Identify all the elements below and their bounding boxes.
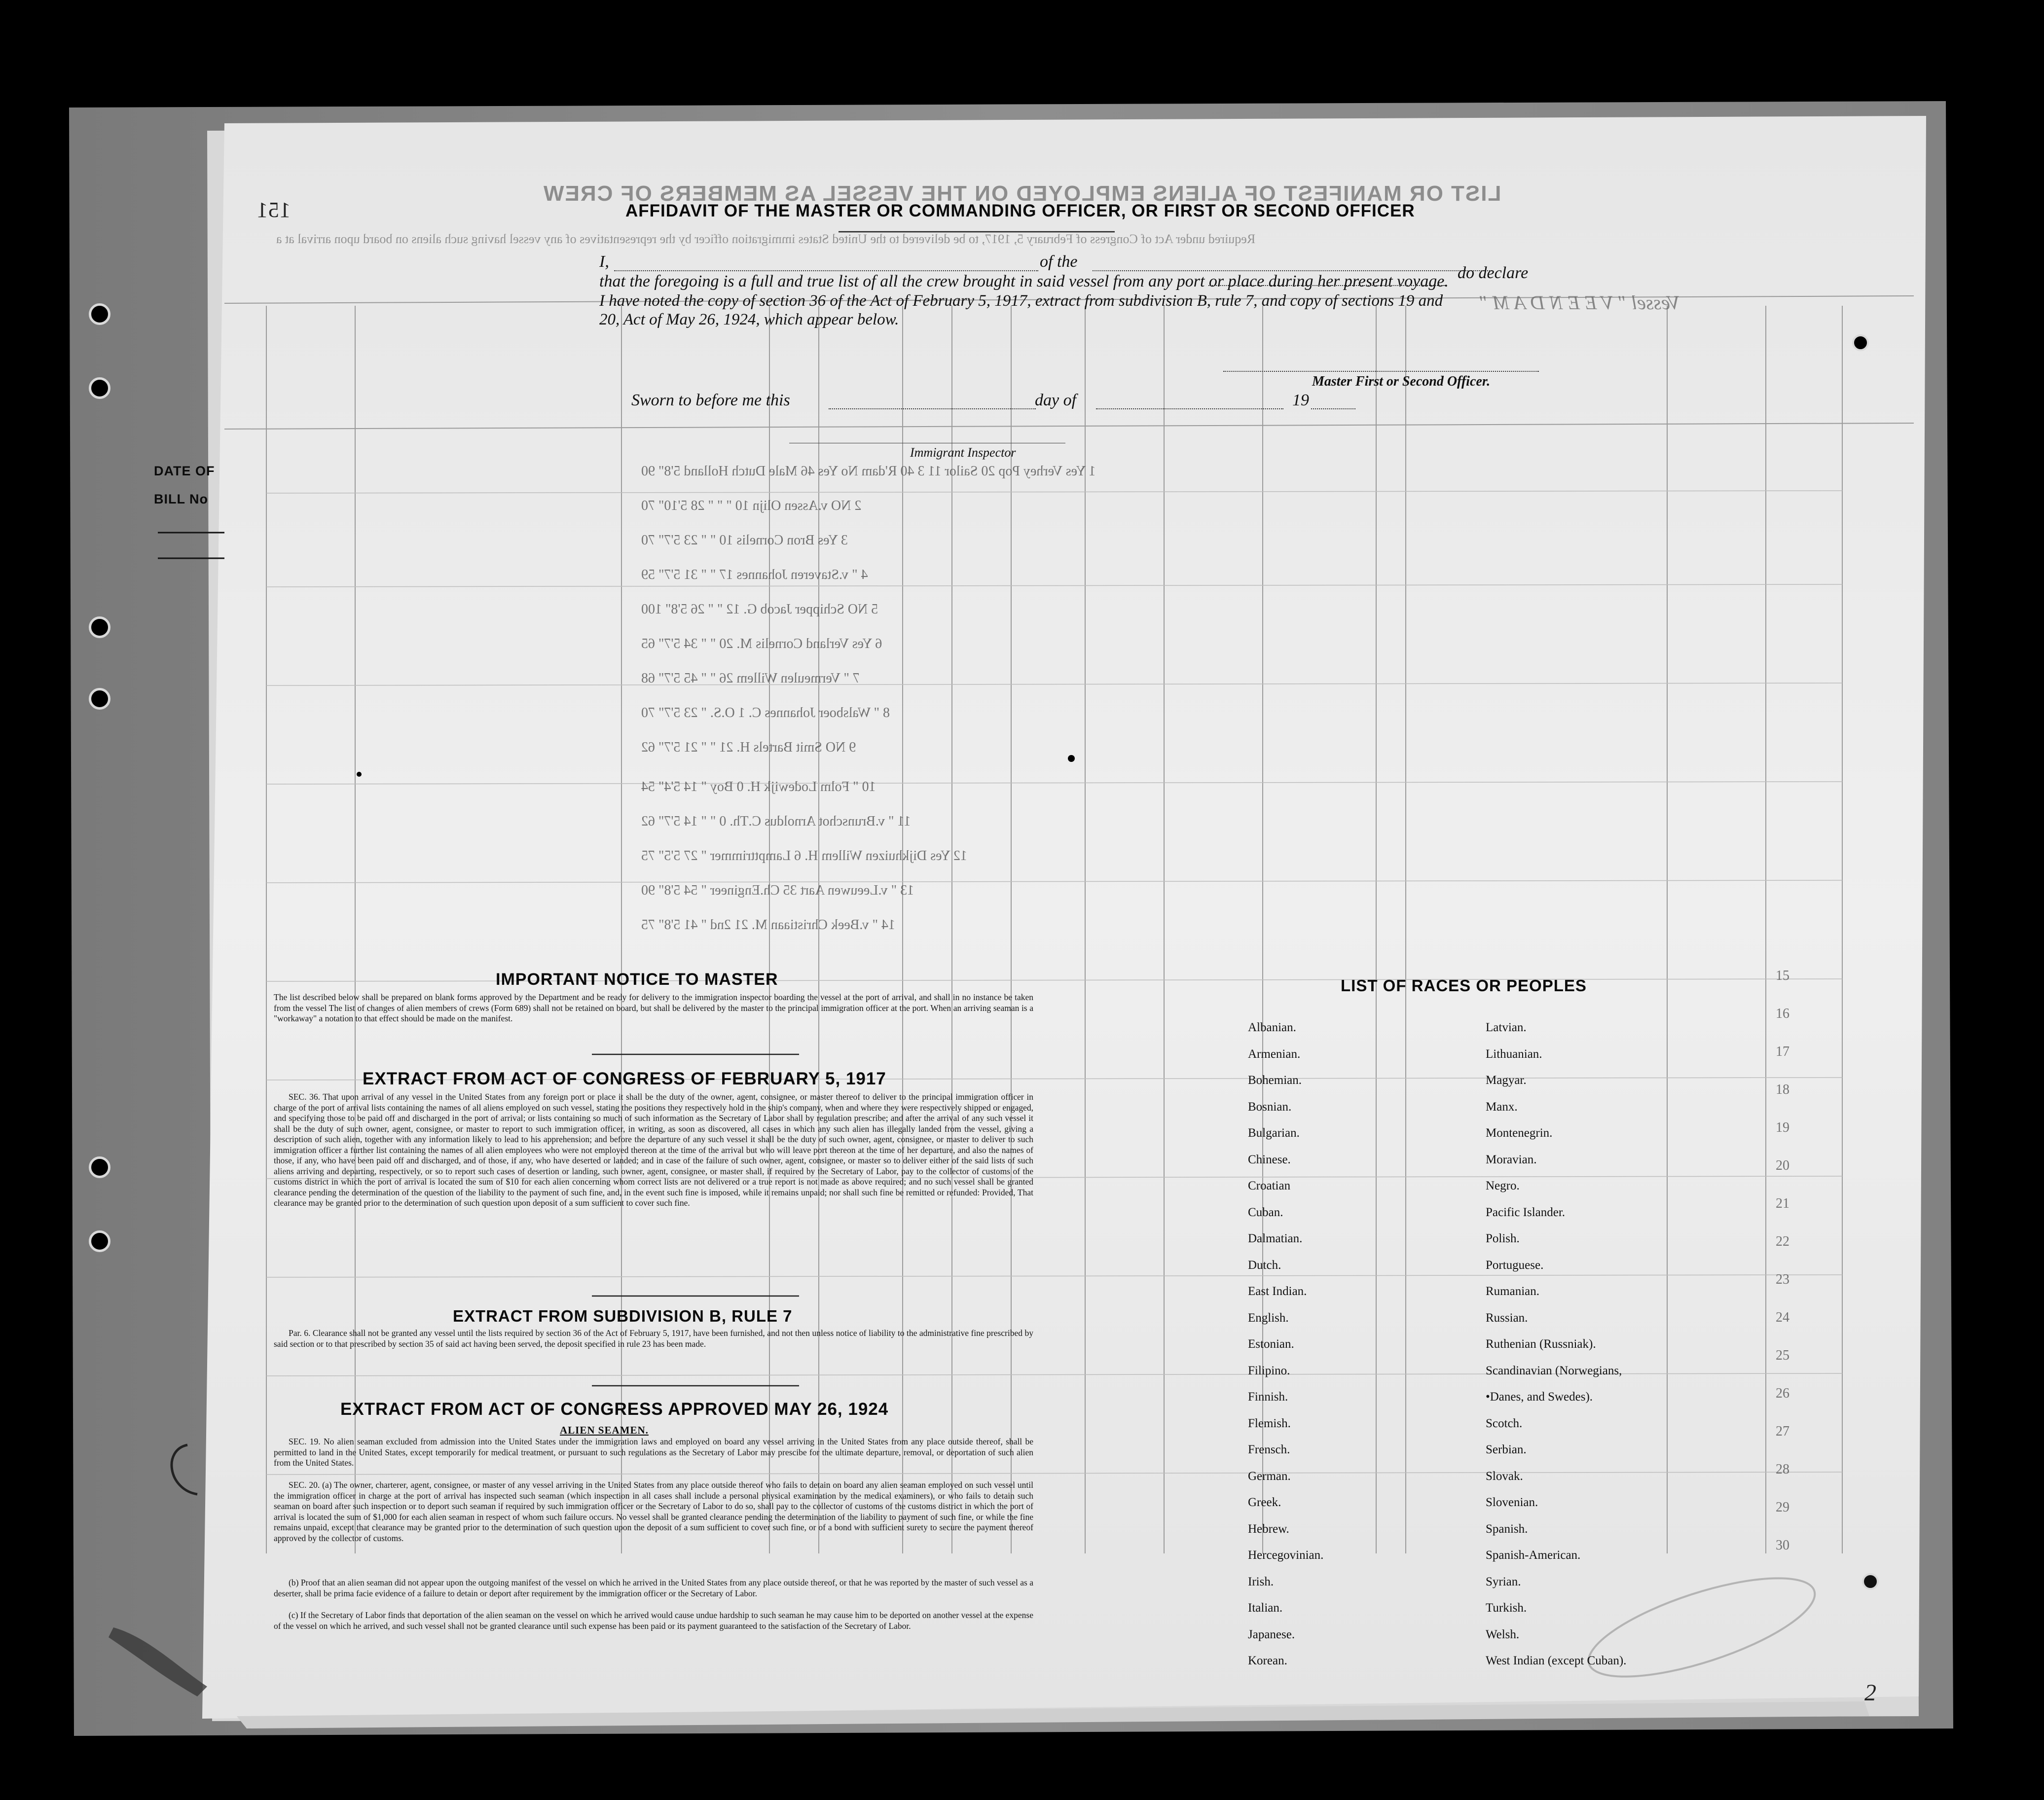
ghost-vessel: Vessel " V E E N D A M " <box>1480 291 1680 314</box>
page-number: 151 <box>256 198 291 222</box>
race-item: Bohemian. <box>1248 1074 1302 1087</box>
margin-bill-no: BILL No <box>154 492 208 506</box>
sworn-month-blank[interactable] <box>1096 408 1283 409</box>
ghost-header-required: Required under Act of Congress of February 5, 1917, to be delivered to the United States immigration officer by the representatives of any vessel having such aliens on board upon arrival at a <box>276 232 1256 246</box>
races-title: LIST OF RACES OR PEOPLES <box>1341 976 1587 995</box>
ghost-row-3: 3 Yes Bron Cornelis 10 " " 23 5'7" 70 <box>641 533 848 548</box>
ghost-row-10: 10 " Folm Lodewijk H. 0 Boy " 14 5'4" 54 <box>641 779 876 794</box>
extract-1924-sec20c: (c) If the Secretary of Labor finds that deportation of the alien seaman on the vessel on which he arrived would cause undue hardship to such seaman he may cause him to be deported on another vessel at the expense of the vessel on which he arrived, and such vessel shall not be granted clearance until such expense has been paid or its payment guaranteed to the satisfaction of the Secretary of Labor. <box>274 1610 1033 1631</box>
affidavit-line4: 20, Act of May 26, 1924, which appear below. <box>599 311 899 328</box>
ghost-row-8: 8 " Walsboer Johannes C. 1 O.S. " 23 5'7" 70 <box>641 705 890 720</box>
race-item: Filipino. <box>1248 1364 1290 1377</box>
race-item: Albanian. <box>1248 1021 1296 1034</box>
affidavit-title: AFFIDAVIT OF THE MASTER OR COMMANDING OFFICER, OR FIRST OR SECOND OFFICER <box>625 201 1415 220</box>
race-item: Montenegrin. <box>1486 1126 1553 1140</box>
margin-date-of: DATE OF <box>154 464 215 478</box>
affidavit-signature-blank[interactable] <box>1223 371 1539 372</box>
race-item: Finnish. <box>1248 1390 1288 1404</box>
race-item: Magyar. <box>1486 1074 1527 1087</box>
race-item: •Danes, and Swedes). <box>1486 1390 1593 1404</box>
race-item: Slovak. <box>1486 1469 1523 1483</box>
ghost-row-11: 11 " v.Brunschot Arnoldus C.Th. 0 " " 14 5'7" 62 <box>641 814 911 829</box>
race-item: Spanish. <box>1486 1522 1528 1536</box>
affidavit-line2: that the foregoing is a full and true list of all the crew brought in said vessel from any port or place during her present voyage. <box>599 272 1449 290</box>
race-item: Dalmatian. <box>1248 1232 1303 1245</box>
extract-1924-sec20a: SEC. 20. (a) The owner, charterer, agent, consignee, or master of any vessel arriving in the United States from any place outside thereof who fails to detain on board any alien seaman employed on such vessel until the immigration officer in charge at the port of arrival has inspected such seaman (which inspection in all cases shall include a personal physical examination by the medical examiners), or who fails to detain such seaman on board after such inspection or to deport such seaman if required by such immigration officer or the Secretary of Labor to do so, shall pay to the collector of customs of the customs district in which the port of arrival is located the sum of $1,000 for each alien seaman in respect of whom such failure occurs. No vessel shall be granted clearance pending the determination of the liability to payment of such fine, or while the fine remains unpaid, except that clearance may be granted prior to the determination of such question upon the deposit of a sum sufficient to cover such fine, or of a bond with sufficient surety to secure the payment thereof approved by the collector of customs. <box>274 1480 1033 1543</box>
race-item: Estonian. <box>1248 1337 1294 1351</box>
race-item: Cuban. <box>1248 1205 1283 1219</box>
race-item: Croatian <box>1248 1179 1291 1192</box>
ghost-row-1: 1 Yes Verhey Pop 20 Sailor 11 3 40 R'dam No Yes 46 Male Dutch Holland 5'8" 90 <box>641 464 1096 479</box>
race-item: Russian. <box>1486 1311 1528 1325</box>
race-item: Armenian. <box>1248 1047 1301 1061</box>
race-item: Frensch. <box>1248 1443 1290 1456</box>
race-item: Polish. <box>1486 1232 1520 1245</box>
race-item: Ruthenian (Russniak). <box>1486 1337 1596 1351</box>
extract-1917-text: SEC. 36. That upon arrival of any vessel in the United States from any foreign port or place it shall be the duty of the owner, agent, consignee, or master thereof to deliver to the principal immigration officer in charge of the port of arrival lists containing the names of all aliens employed on such vessel, stating the positions they respectively hold in the ship's company, when and where they were respectively shipped or engaged, and specifying those to be paid off and discharged in the port of arrival; or lists containing so much of such information as the Secretary of Labor shall by regulation prescribe; and after the arrival of any such vessel it shall be the duty of such owner, agent, consignee, or master to report to such immigration officer, in writing, as soon as discovered, all cases in which any such alien has illegally landed from the vessel, giving a description of such alien, together with any information likely to lead to his apprehension; and before the departure of any such vessel it shall be the duty of such owner, agent, consignee, or master to deliver to such immigration officer a further list containing the names of all alien employees who were not employed thereon at the time of the arrival but who will leave port thereon at the time of her departure, and also the names of those, if any, who have been paid off and discharged, and of those, if any, who have deserted or landed; and in case of the failure of such owner, agent, consignee, or master so to deliver either of the said lists of such aliens arriving and departing, respectively, or so to report such cases of desertion or landing, such owner, agent, consignee, or master shall, if required by the Secretary of Labor, pay to the collector of customs of the customs district in which the port of arrival is located the sum of $10 for each alien concerning whom correct lists are not delivered or a true report is not made as above required; and no such vessel shall be granted clearance pending the determination of the question of the liability to the payment of such fine, and, in the event such fine is imposed, while it remains unpaid; nor shall such fine be remitted or refunded: Provided, That clearance may be granted prior to the determination of such question upon deposit of a sum sufficient to cover such fine. <box>274 1092 1033 1208</box>
ghost-row-7: 7 " Vermeulen Willem 26 " " 45 5'7" 68 <box>641 671 860 686</box>
extract-1917-title: EXTRACT FROM ACT OF CONGRESS OF FEBRUARY 5, 1917 <box>363 1069 886 1088</box>
corner-number: 2 <box>1864 1680 1877 1706</box>
ghost-header-title: LIST OR MANIFEST OF ALIENS EMPLOYED ON THE VESSEL AS MEMBERS OF CREW <box>543 181 1501 206</box>
ghost-row-5: 5 NO Schipper Jacob G. 12 " " 26 5'8" 100 <box>641 602 878 617</box>
affidavit-line1-mid: of the <box>1040 252 1078 271</box>
race-item: Spanish-American. <box>1486 1548 1581 1562</box>
ghost-row-12: 12 Yes Dijkhuizen Willem H. 6 Lampttrimmer " 27 5'5" 75 <box>641 848 967 864</box>
races-left-column <box>1248 1021 1485 1682</box>
sworn-text: Sworn to before me this <box>631 391 790 409</box>
affidavit-line3: I have noted the copy of section 36 of the Act of February 5, 1917, extract from subdivision B, rule 7, and copy of sections 19 and <box>599 292 1443 310</box>
race-item: Turkish. <box>1486 1601 1527 1615</box>
sworn-year-blank[interactable] <box>1311 408 1355 409</box>
race-item: Syrian. <box>1486 1575 1521 1588</box>
race-item: Flemish. <box>1248 1416 1291 1430</box>
race-item: Hercegovinian. <box>1248 1548 1324 1562</box>
ghost-row-6: 6 Yes Verland Cornelis M. 20 " " 34 5'7" 65 <box>641 636 882 651</box>
extract-1924-sec20b: (b) Proof that an alien seaman did not appear upon the outgoing manifest of the vessel on which he arrived in the United States from any place outside thereof, or that he was reported by the master of such vessel as a deserter, shall be prima facie evidence of a failure to detain or deport after requirement by the immigration officer or the Secretary of Labor. <box>274 1578 1033 1598</box>
race-item: Welsh. <box>1486 1627 1520 1641</box>
race-item: Serbian. <box>1486 1443 1527 1456</box>
affidavit-signature-caption: Master First or Second Officer. <box>1312 374 1491 389</box>
extract-1924-sec19: SEC. 19. No alien seaman excluded from admission into the United States under the immigration laws and employed on board any vessel arriving in the United States from any place outside thereof, shall be permitted to land in the United States, except temporarily for medical treatment, or pursuant to such regulations as the Secretary of Labor may prescibe for the ultimate departure, removal, or deportation of such alien from the United States. <box>274 1437 1033 1468</box>
extract-rule7-title: EXTRACT FROM SUBDIVISION B, RULE 7 <box>453 1307 793 1325</box>
race-item: Lithuanian. <box>1486 1047 1542 1061</box>
race-item: Scotch. <box>1486 1416 1523 1430</box>
race-item: Dutch. <box>1248 1258 1281 1272</box>
race-item: Manx. <box>1486 1100 1518 1114</box>
race-item: English. <box>1248 1311 1289 1325</box>
race-item: Irish. <box>1248 1575 1274 1588</box>
notice-text: The list described below shall be prepared on blank forms approved by the Department and be ready for delivery to the immigration inspector boarding the vessel at the port of arrival, and shall in no instance be taken from the vessel The list of changes of alien members of crews (Form 689) shall not be retained on board, but shall be delivered by the master to the principal immigration officer at the port. When an arriving seaman is a "workaway" a notation to that effect should be made on the manifest. <box>274 992 1033 1023</box>
notice-title: IMPORTANT NOTICE TO MASTER <box>496 970 778 989</box>
sworn-year: 19 <box>1292 391 1309 409</box>
race-item: Moravian. <box>1486 1152 1537 1166</box>
race-item: German. <box>1248 1469 1291 1483</box>
affidavit-name-blank[interactable] <box>614 270 1038 271</box>
race-item: Bosnian. <box>1248 1100 1292 1114</box>
race-item: Chinese. <box>1248 1152 1291 1166</box>
race-item: Negro. <box>1486 1179 1520 1192</box>
race-item: West Indian (except Cuban). <box>1486 1654 1627 1667</box>
race-item: Bulgarian. <box>1248 1126 1300 1140</box>
ghost-row-4: 4 " v.Staveren Johannes 17 " " 31 5'7" 59 <box>641 567 868 582</box>
race-item: Scandinavian (Norwegians, <box>1486 1364 1622 1377</box>
race-item: Japanese. <box>1248 1627 1295 1641</box>
affidavit-line1-start: I, <box>599 252 609 271</box>
race-item: Hebrew. <box>1248 1522 1289 1536</box>
ghost-row-numbers: 15 16 17 18 19 20 21 22 23 24 25 26 27 28 29 30 <box>1776 968 1789 1553</box>
race-item: Greek. <box>1248 1496 1281 1509</box>
race-item: Italian. <box>1248 1601 1283 1615</box>
race-item: Slovenian. <box>1486 1496 1538 1509</box>
race-item: Portuguese. <box>1486 1258 1544 1272</box>
sworn-date-blank[interactable] <box>829 408 1036 409</box>
ghost-row-2: 2 NO v.Assen Olijn 10 " " " 28 5'10" 70 <box>641 498 862 513</box>
race-item: East Indian. <box>1248 1285 1307 1298</box>
ghost-row-9: 9 NO Smit Bartels H. 21 " " 21 5'7" 62 <box>641 740 856 755</box>
ghost-row-13: 13 " v.Leeuwen Aart 35 Ch.Engineer " 54 5'8" 90 <box>641 883 914 898</box>
race-item: Rumanian. <box>1486 1285 1540 1298</box>
affidavit-declare-blank[interactable] <box>1208 285 1445 286</box>
race-item: Korean. <box>1248 1654 1287 1667</box>
extract-1924-title: EXTRACT FROM ACT OF CONGRESS APPROVED MAY 26, 1924 <box>340 1400 889 1419</box>
ghost-row-14: 14 " v.Beek Christiaan M. 21 2nd " 41 5'8" 75 <box>641 917 896 933</box>
race-item: Pacific Islander. <box>1486 1205 1566 1219</box>
race-item: Latvian. <box>1486 1021 1527 1034</box>
affidavit-vessel-blank[interactable] <box>1093 270 1492 271</box>
extract-1924-subtitle: ALIEN SEAMEN. <box>560 1424 649 1436</box>
affidavit-line2-end: do declare <box>1458 264 1529 282</box>
sworn-day-of: day of <box>1035 391 1077 409</box>
inspector-caption: Immigrant Inspector <box>910 445 1016 460</box>
races-right-column <box>1486 1021 1762 1682</box>
extract-rule7-text: Par. 6. Clearance shall not be granted any vessel until the lists required by section 36 of the Act of February 5, 1917, have been furnished, and not then unless notice of liability to the administrative fine prescribed by said section or to that prescribed by section 35 of said act having been served, the deposit specified in rule 23 has been made. <box>274 1328 1033 1349</box>
